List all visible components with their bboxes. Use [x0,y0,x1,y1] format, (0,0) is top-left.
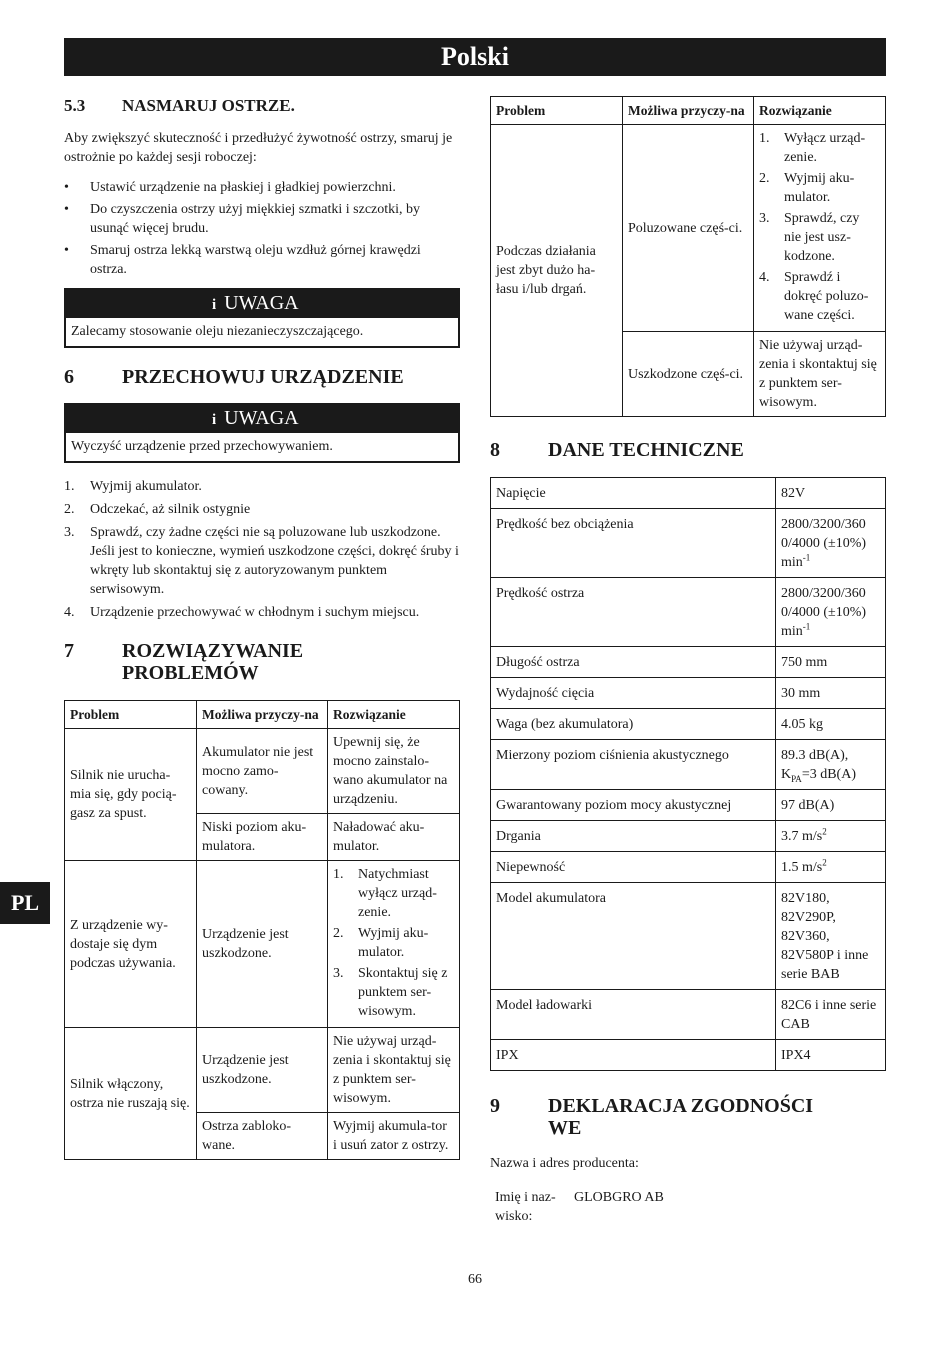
solution-step: 3. Skontaktuj się z punktem ser-wisowym. [333,966,448,1019]
language-tab: PL [0,882,50,924]
spec-value: 82C6 i inne serie CAB [776,990,886,1040]
table-header-row [65,701,460,729]
step-item: 4. Urządzenie przechowywać w chłodnym i suchym miejscu. [64,605,420,620]
table-row [491,709,886,740]
solution-cell: Wyjmij akumula-tor i usuń zator z ostrzy. [328,1113,460,1160]
name-label: Imię i naz-wisko: [495,1190,556,1224]
problem-cell: Silnik włączony, ostrza nie ruszają się. [65,1028,197,1160]
name-value: GLOBGRO AB [574,1190,664,1205]
section-number: 5.3 [64,96,86,115]
spec-label: Gwarantowany poziom mocy akustycznej [491,790,776,821]
table-row [65,1028,460,1113]
cause-cell: Uszkodzone częś-ci. [623,332,754,417]
solution-cell: Upewnij się, że mocno zainstalo-wano akumulator na urządzeniu. [328,729,460,814]
note-text: Zalecamy stosowanie oleju niezanieczyszczającego. [71,324,364,339]
solution-step: 4. Sprawdź i dokręć poluzo-wane części. [759,270,869,323]
section-title: DEKLARACJA ZGODNOŚCI WE [548,1095,814,1139]
section-number: 6 [64,366,74,388]
page-header-title: Polski [64,38,886,76]
table-row [491,647,886,678]
section-7-heading [64,640,460,684]
spec-label: Prędkość ostrza [491,578,776,647]
step-item: 1. Wyjmij akumulator. [64,479,202,494]
spec-label: Drgania [491,821,776,852]
troubleshooting-table [64,700,460,1160]
page-number: 66 [468,1272,482,1287]
solution-cell: Naładować aku-mulator. [328,814,460,861]
spec-value: 97 dB(A) [776,790,886,821]
note-text: Wyczyść urządzenie przed przechowywaniem. [71,439,333,454]
spec-value: 2800/3200/360 0/4000 (±10%) $\min^{-1}$ [776,509,886,578]
spec-value: 82V [776,478,886,509]
bullet-item: • Do czyszczenia ostrzy użyj miękkiej szmatki i szczotki, by usunąć więcej brudu. [64,200,460,238]
spec-value: 1.5 $m/s^2$ [776,852,886,883]
step-item: 3. Sprawdź, czy żadne części nie są poluzowane lub uszkodzone. Jeśli jest to konieczne, wymień uszkodzone części, dokręć śruby i wkręty lub skontaktuj się z autoryzowanym punktem serwisowym. [64,525,459,597]
solution-cell [754,125,886,332]
note-header [66,405,458,433]
spec-value: 2800/3200/360 0/4000 (±10%) $\min^{-1}$ [776,578,886,647]
table-header-row [491,97,886,125]
spec-label: Niepewność [491,852,776,883]
section-number: 8 [490,439,500,461]
solution-cell: Nie używaj urząd-zenia i skontaktuj się z punktem ser-wisowym. [754,332,886,417]
bullet-item: • Smaruj ostrza lekką warstwą oleju wzdłuż górnej krawędzi ostrza. [64,241,460,279]
header-cause: Możliwa przyczy-na [623,97,754,125]
note-box-storage [64,403,460,463]
manufacturer-name-row [490,1188,886,1226]
section-title: NASMARUJ OSTRZE. [122,96,295,115]
spec-value: 750 mm [776,647,886,678]
solution-cell: Nie używaj urząd-zenia i skontaktuj się z punktem ser-wisowym. [328,1028,460,1113]
section-title: ROZWIĄZYWANIE PROBLEMÓW [122,640,304,684]
solution-step: 2. Wyjmij aku-mulator. [333,926,429,960]
table-row [491,509,886,578]
solution-step: 3. Sprawdź, czy nie jest usz-kodzone. [759,211,860,264]
header-problem: Problem [491,97,623,125]
table-row [491,1040,886,1071]
header-problem: Problem [65,701,197,729]
header-solution: Rozwiązanie [754,97,886,125]
section-8-heading [490,439,886,461]
table-row [491,740,886,790]
problem-cell: Podczas działania jest zbyt dużo ha-łasu i/lub drgań. [491,125,623,417]
spec-label: Długość ostrza [491,647,776,678]
cause-cell: Poluzowane częś-ci. [623,125,754,332]
cause-cell: Urządzenie jest uszkodzone. [197,1028,328,1113]
spec-value: 4.05 kg [776,709,886,740]
note-label: UWAGA [224,292,299,314]
solution-step: 1. Natychmiast wyłącz urząd-zenie. [333,867,437,920]
solution-step: 1. Wyłącz urząd-zenie. [759,131,866,165]
table-row [491,852,886,883]
spec-value: 82V180, 82V290P, 82V360, 82V580P i inne serie BAB [776,883,886,990]
spec-value: 3.7 $m/s^2$ [776,821,886,852]
section-5-3-intro: Aby zwiększyć skuteczność i przedłużyć żywotność ostrzy, smaruj je ostrożnie po każdej sesji roboczej: [64,131,453,165]
step-item: 2. Odczekać, aż silnik ostygnie [64,502,251,517]
troubleshooting-table-continued [490,96,886,417]
bullet-item: • Ustawić urządzenie na płaskiej i gładkiej powierzchni. [64,178,460,197]
section-title: PRZECHOWUJ URZĄDZENIE [122,366,404,388]
spec-value: 30 mm [776,678,886,709]
table-row [491,478,886,509]
spec-label: Wydajność cięcia [491,678,776,709]
right-column [490,96,886,1226]
left-column [64,96,460,1160]
spec-label: Mierzony poziom ciśnienia akustycznego [491,740,776,790]
spec-label: IPX [491,1040,776,1071]
tech-data-table [490,477,886,1071]
table-row [491,990,886,1040]
section-5-3-bullets [64,178,460,279]
storage-steps [64,477,460,622]
problem-cell: Z urządzenie wy-dostaje się dym podczas używania. [65,861,197,1028]
header-solution: Rozwiązanie [328,701,460,729]
table-row [491,883,886,990]
problem-cell: Silnik nie urucha-mia się, gdy pocią-gasz za spust. [65,729,197,861]
header-cause: Możliwa przyczy-na [197,701,328,729]
cause-cell: Ostrza zabloko-wane. [197,1113,328,1160]
table-row [491,125,886,332]
note-header [66,290,458,318]
section-5-3-heading [64,96,460,116]
cause-cell: Niski poziom aku-mulatora. [197,814,328,861]
note-label: UWAGA [224,407,299,429]
spec-label: Model akumulatora [491,883,776,990]
solution-cell [328,861,460,1028]
table-row [65,729,460,814]
note-box-lubricant [64,288,460,348]
section-title: DANE TECHNICZNE [548,439,744,461]
spec-value: IPX4 [776,1040,886,1071]
spec-label: Model ładowarki [491,990,776,1040]
spec-label: Napięcie [491,478,776,509]
table-row [65,861,460,1028]
table-row [491,821,886,852]
info-icon: i [212,297,217,313]
solution-step: 2. Wyjmij aku-mulator. [759,171,855,205]
section-6-heading [64,366,460,388]
table-row [491,678,886,709]
section-number: 9 [490,1095,500,1117]
section-9-heading [490,1095,886,1139]
spec-label: Waga (bez akumulatora) [491,709,776,740]
info-icon: i [212,412,217,428]
spec-label: Prędkość bez obciążenia [491,509,776,578]
table-row [491,578,886,647]
spec-value: 89.3 dB(A), $K_{PA}=3$ dB(A) [776,740,886,790]
section-number: 7 [64,640,74,662]
cause-cell: Urządzenie jest uszkodzone. [197,861,328,1028]
table-row [491,790,886,821]
manufacturer-intro: Nazwa i adres producenta: [490,1156,639,1171]
cause-cell: Akumulator nie jest mocno zamo-cowany. [197,729,328,814]
